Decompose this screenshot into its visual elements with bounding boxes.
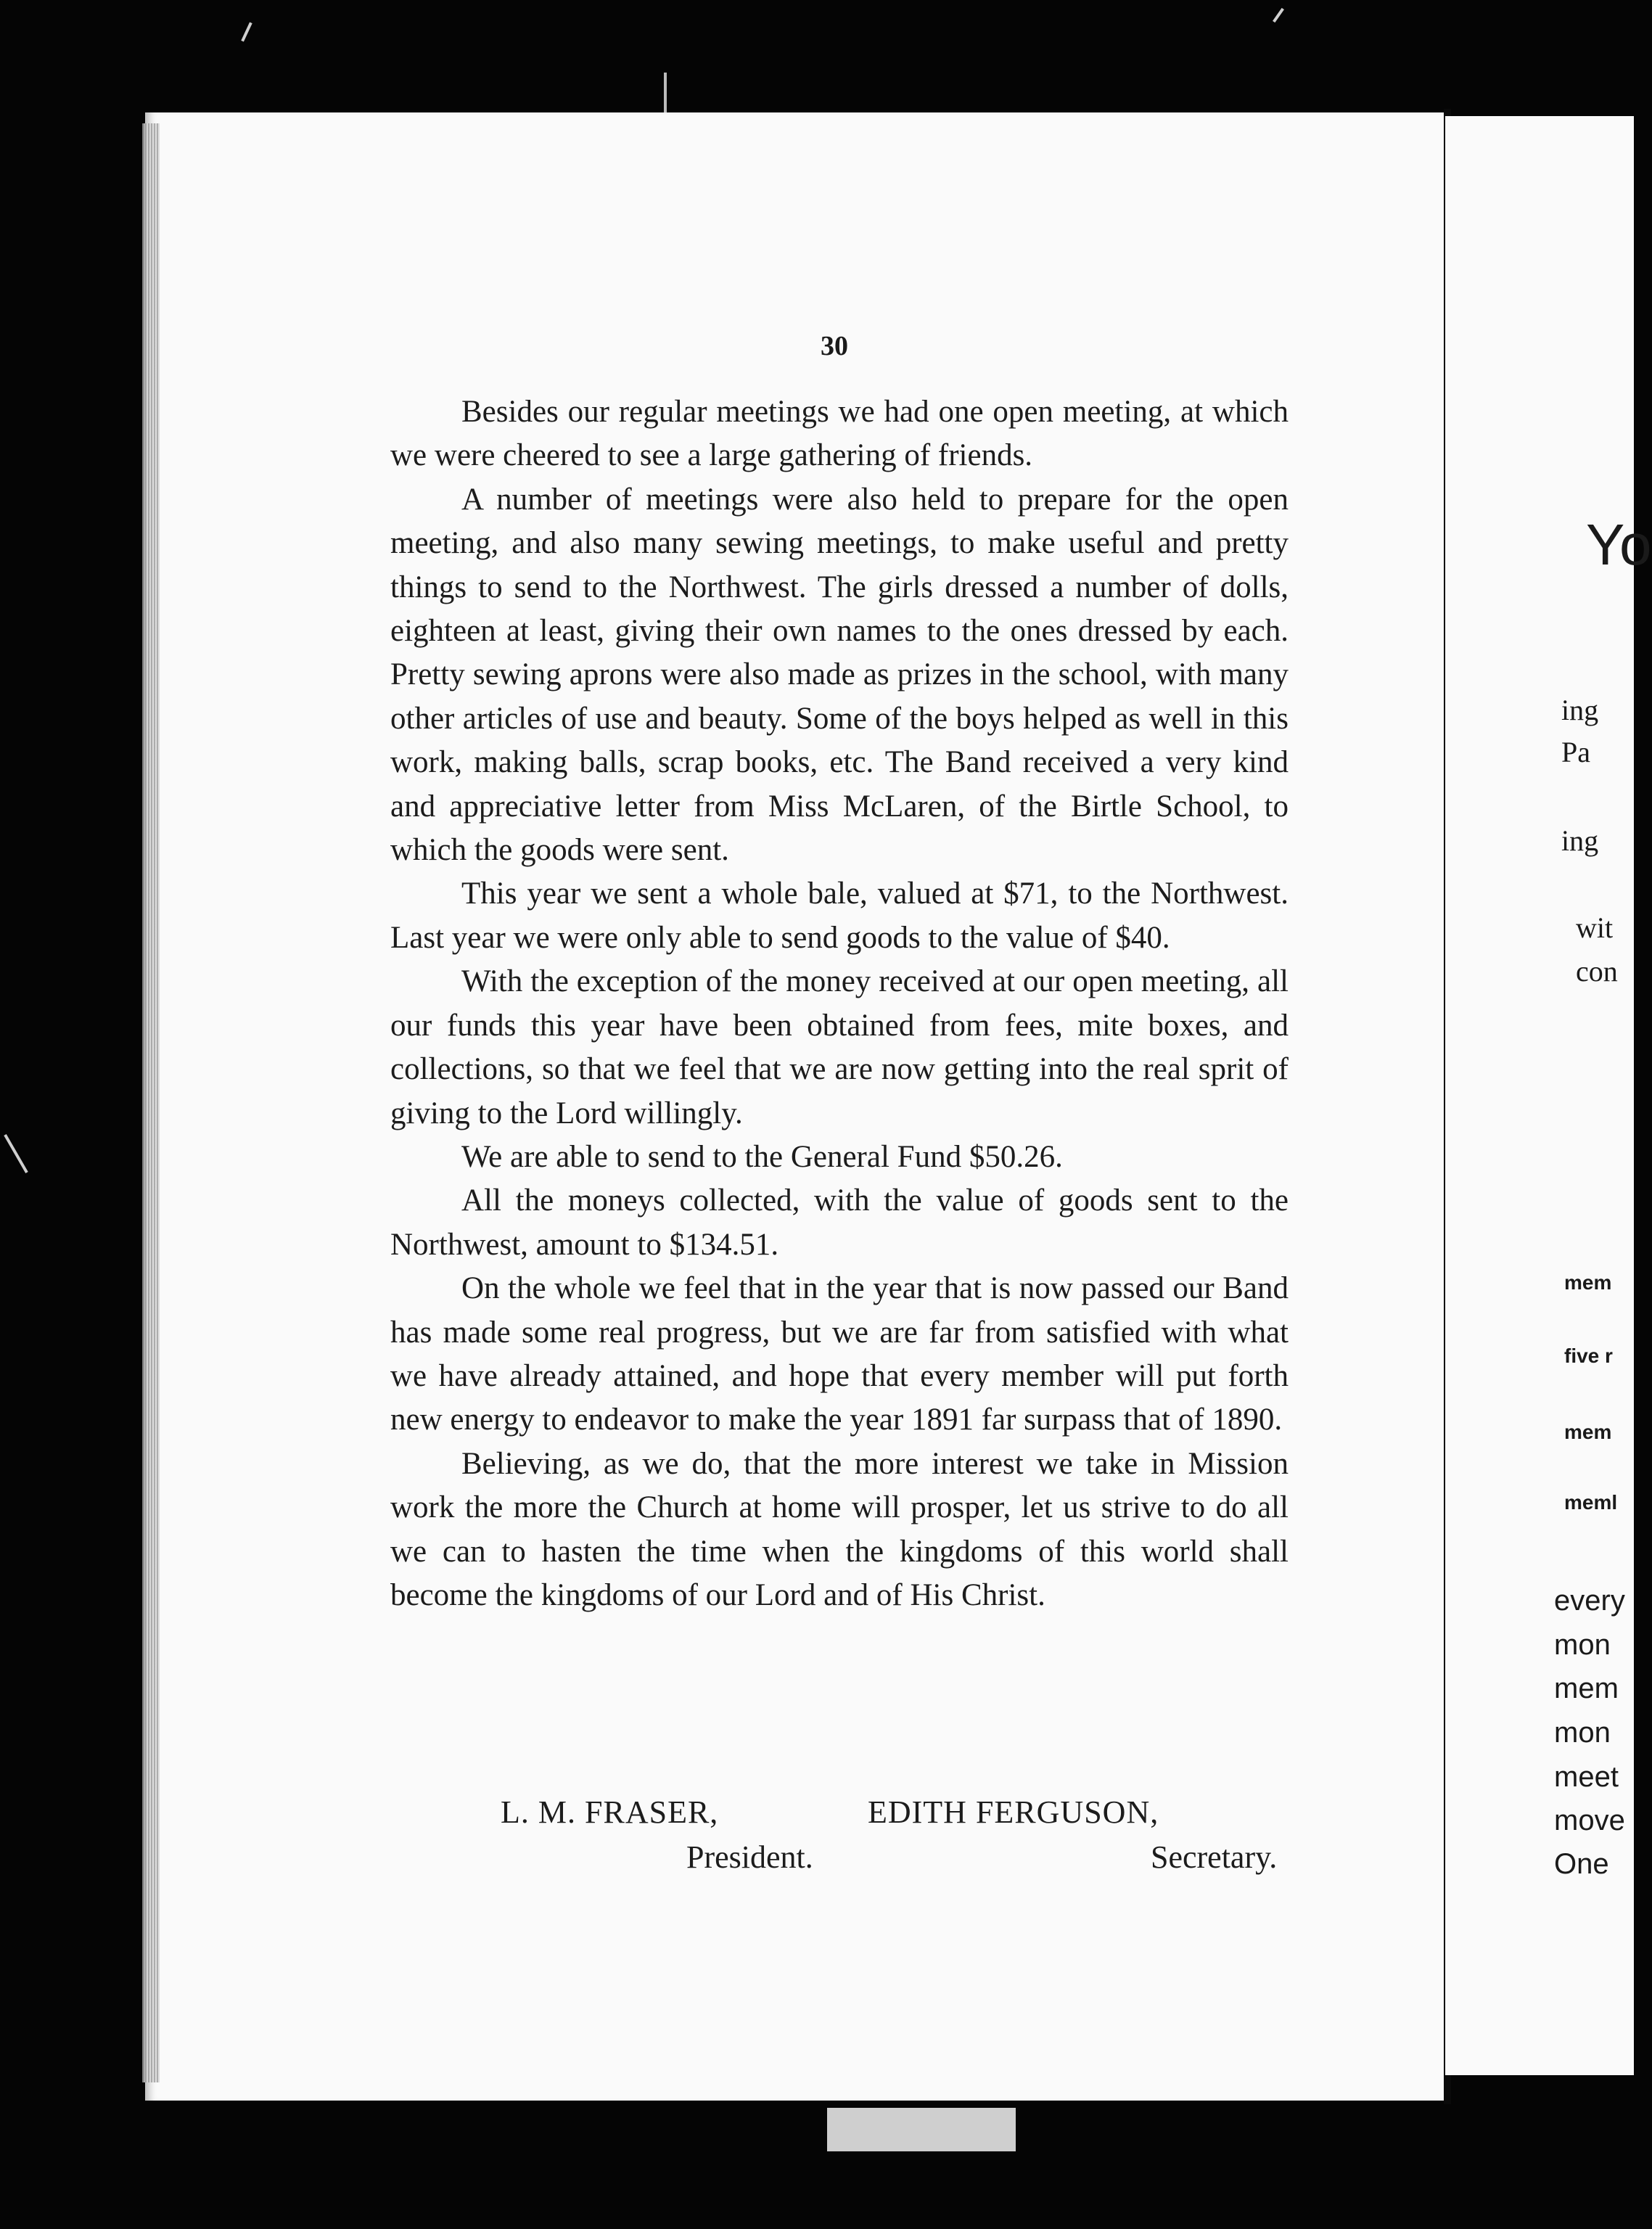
right-line-fragment: ing	[1561, 824, 1599, 857]
president-name: L. M. FRASER,	[501, 1794, 719, 1830]
right-line-fragment: wit	[1576, 911, 1614, 944]
right-small-fragment: meml	[1564, 1491, 1618, 1514]
right-line-fragment: ing	[1561, 694, 1599, 726]
paragraph-open-meeting: Besides our regular meetings we had one open meeting, at which we were cheered to see a large gathering of friends.	[390, 395, 1289, 473]
right-bottom-fragment: mon	[1554, 1717, 1611, 1749]
right-page-title-fragment: Yo	[1586, 512, 1652, 577]
right-line-fragment: Pa	[1561, 736, 1590, 768]
scan-mark	[1273, 8, 1284, 22]
right-bottom-fragment: One	[1554, 1848, 1609, 1880]
right-bottom-fragment: mon	[1554, 1629, 1611, 1661]
paragraph-moneys-collected: All the moneys collected, with the value of goods sent to the Northwest, amount to $134.51.	[390, 1183, 1289, 1262]
secretary-title: Secretary.	[1151, 1839, 1278, 1875]
secretary-name: EDITH FERGUSON,	[868, 1794, 1159, 1830]
right-small-fragment: mem	[1564, 1271, 1612, 1294]
scan-mark	[241, 22, 252, 41]
right-bottom-fragment: move	[1554, 1805, 1625, 1836]
paragraph-funds: With the exception of the money received at our open meeting, all our funds this year have been obtained from fees, mite boxes, and collections, so that we feel that we are now getting into the real sprit of giving to the Lord willingly.	[390, 964, 1289, 1130]
right-small-fragment: mem	[1564, 1421, 1612, 1443]
paragraph-sewing-meetings: A number of meetings were also held to prepare for the open meeting, and also many sewing meetings, to make useful and pretty things to send to the Northwest. The girls dressed a number of dolls, eighteen at least, giving their own names to the ones dressed by each. Pretty sewing aprons were also made as prizes in the school, with many other articles of use and beauty. Some of the boys helped as well in this work, making balls, scrap books, etc. The Band received a very kind and appreciative letter from Miss McLaren, of the Birtle School, to which the goods were sent.	[390, 482, 1289, 868]
president-title: President.	[686, 1839, 813, 1875]
paragraph-bale-value: This year we sent a whole bale, valued at $71, to the Northwest. Last year we were only able to send goods to the value of $40.	[390, 877, 1289, 955]
scan-mark	[4, 1134, 28, 1173]
right-bottom-fragment: every	[1554, 1585, 1625, 1617]
left-page-edge	[142, 123, 160, 2082]
right-bottom-fragment: mem	[1554, 1672, 1619, 1704]
paragraph-progress: On the whole we feel that in the year that is now passed our Band has made some real progress, but we are far from satisfied with what we have already attained, and hope that every member will put forth new energy to endeavor to make the year 1891 far surpass that of 1890.	[390, 1271, 1289, 1437]
right-bottom-fragment: meet	[1554, 1761, 1619, 1793]
body-text	[390, 390, 1289, 1617]
paragraph-general-fund: We are able to send to the General Fund $50.26.	[461, 1139, 1063, 1174]
right-small-fragment: five r	[1564, 1345, 1613, 1367]
scan-mark	[664, 73, 667, 112]
page-number: 30	[821, 331, 848, 361]
signatures	[390, 1794, 1289, 1895]
scan-mark	[827, 2108, 1016, 2151]
paragraph-closing: Believing, as we do, that the more interest we take in Mission work the more the Church at home will prosper, let us strive to do all we can to hasten the time when the kingdoms of this world shall become the kingdoms of our Lord and of His Christ.	[390, 1446, 1289, 1612]
right-line-fragment: con	[1576, 955, 1618, 988]
